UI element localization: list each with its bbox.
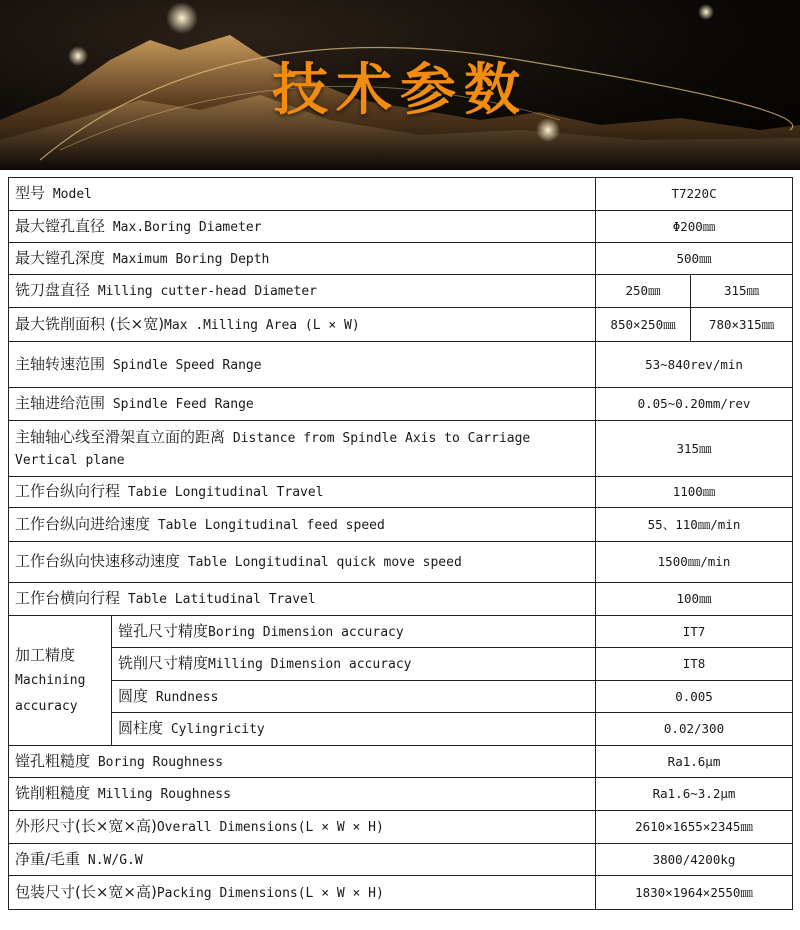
row-label: 包装尺寸(长×宽×高)Packing Dimensions(L × W × H) [9,876,596,910]
row-value: 55、110㎜/min [596,508,793,542]
row-value: 500㎜ [596,243,793,275]
row-label: 主轴进给范围 Spindle Feed Range [9,388,596,421]
row-label: 镗孔粗糙度 Boring Roughness [9,746,596,778]
row-value: 1100㎜ [596,477,793,508]
header-banner [0,0,800,170]
table-row [9,876,793,910]
table-row [9,178,793,211]
row-label: 圆柱度 Cylingricity [112,713,596,746]
table-row [9,542,793,583]
row-label: 型号 Model [9,178,596,211]
row-label: 最大镗孔直径 Max.Boring Diameter [9,211,596,243]
table-row [9,275,793,308]
row-value: IT7 [596,616,793,648]
row-value: 1500㎜/min [596,542,793,583]
table-row [9,681,793,713]
spec-table [8,177,793,910]
table-row [9,388,793,421]
row-value-a: 850×250㎜ [596,308,691,342]
row-label: 圆度 Rundness [112,681,596,713]
row-value: Φ200㎜ [596,211,793,243]
table-row [9,308,793,342]
table-row [9,648,793,681]
row-value: Ra1.6μm [596,746,793,778]
row-value: T7220C [596,178,793,211]
table-row [9,421,793,477]
precision-group-label: 加工精度 Machining accuracy [9,616,112,746]
table-row [9,583,793,616]
table-row [9,342,793,388]
row-value: 315㎜ [596,421,793,477]
row-value: 2610×1655×2345㎜ [596,811,793,844]
row-label: 工作台纵向快速移动速度 Table Longitudinal quick move speed [9,542,596,583]
row-label: 净重/毛重 N.W/G.W [9,844,596,876]
table-row [9,508,793,542]
table-row [9,746,793,778]
table-row [9,778,793,811]
row-label: 工作台横向行程 Table Latitudinal Travel [9,583,596,616]
row-value: 53~840rev/min [596,342,793,388]
table-row [9,616,793,648]
row-value: 0.05~0.20mm/rev [596,388,793,421]
row-label: 铣刀盘直径 Milling cutter-head Diameter [9,275,596,308]
row-value: Ra1.6~3.2μm [596,778,793,811]
row-value: 0.005 [596,681,793,713]
row-label: 铣削尺寸精度Milling Dimension accuracy [112,648,596,681]
row-label: 主轴转速范围 Spindle Speed Range [9,342,596,388]
table-row [9,477,793,508]
row-label: 最大铣削面积 (长×宽)Max .Milling Area (L × W) [9,308,596,342]
row-value: 1830×1964×2550㎜ [596,876,793,910]
page-title: 技术参数 [272,58,528,123]
row-value: 3800/4200kg [596,844,793,876]
row-value: 100㎜ [596,583,793,616]
row-label: 最大镗孔深度 Maximum Boring Depth [9,243,596,275]
row-label: 铣削粗糙度 Milling Roughness [9,778,596,811]
row-value-a: 250㎜ [596,275,691,308]
row-value: IT8 [596,648,793,681]
table-row [9,713,793,746]
table-row [9,243,793,275]
row-label: 主轴轴心线至滑架直立面的距离 Distance from Spindle Axis to Carriage Vertical plane [9,421,596,477]
row-value-b: 315㎜ [691,275,793,308]
table-row [9,844,793,876]
table-row [9,811,793,844]
row-value-b: 780×315㎜ [691,308,793,342]
row-label: 外形尺寸(长×宽×高)Overall Dimensions(L × W × H) [9,811,596,844]
row-label: 工作台纵向行程 Tabie Longitudinal Travel [9,477,596,508]
row-value: 0.02/300 [596,713,793,746]
row-label: 工作台纵向进给速度 Table Longitudinal feed speed [9,508,596,542]
row-label: 镗孔尺寸精度Boring Dimension accuracy [112,616,596,648]
table-row [9,211,793,243]
